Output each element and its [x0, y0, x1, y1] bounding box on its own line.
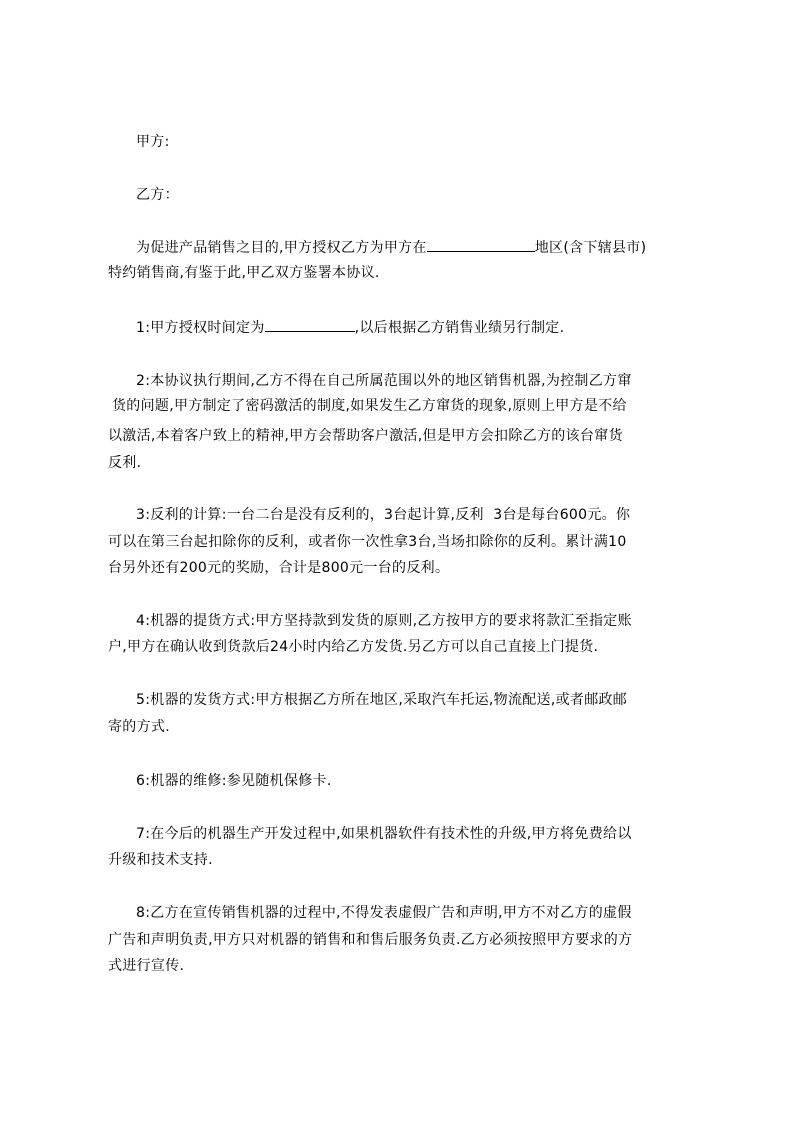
clause-3-line-1: 3:反利的计算:一台二台是没有反利的，3台起计算,反利 3台是每台600元。你: [136, 507, 631, 523]
clause-5-line-1: 5:机器的发货方式:甲方根据乙方所在地区,采取汽车托运,物流配送,或者邮政邮: [136, 692, 628, 708]
intro-text-a: 为促进产品销售之目的,甲方授权乙方为甲方在: [136, 240, 427, 256]
clause-2-line-3: 以激活,本着客户致上的精神,甲方会帮助客户激活,但是甲方会扣除乙方的该台窜货: [108, 428, 623, 444]
clause-1-text-b: ,以后根据乙方销售业绩另行制定.: [354, 320, 565, 336]
party-b-label: 乙方：: [136, 187, 179, 203]
clause-3-line-2: 可以在第三台起扣除你的反利，或者你一次性拿3台,当场扣除你的反利。累计满10: [108, 534, 627, 550]
clause-2-line-4: 反利.: [108, 455, 142, 471]
clause-2-line-2: 货的问题,甲方制定了密码激活的制度,如果发生乙方窜货的现象,原则上甲方是不给: [112, 398, 627, 414]
party-a-label: 甲方:: [136, 134, 170, 150]
clause-8-line-1: 8:乙方在宣传销售机器的过程中,不得发表虚假广告和声明,甲方不对乙方的虚假: [136, 905, 632, 921]
clause-4-line-2: 户,甲方在确认收到货款后24小时内给乙方发货.另乙方可以自己直接上门提货.: [108, 639, 599, 655]
clause-5-line-2: 寄的方式.: [108, 719, 170, 735]
term-blank: [265, 317, 355, 332]
intro-text-b: 地区(含下辖县市): [534, 240, 647, 256]
intro-line-1: [136, 237, 646, 258]
intro-line-2: 特约销售商,有鉴于此,甲乙双方鉴署本协议.: [108, 265, 380, 281]
clause-3-line-3: 台另外还有200元的奖励，合计是800元一台的反利。: [108, 560, 450, 576]
region-blank: [427, 237, 535, 252]
clause-7-line-1: 7:在今后的机器生产开发过程中,如果机器软件有技术性的升级,甲方将免费给以: [136, 826, 632, 842]
clause-4-line-1: 4:机器的提货方式:甲方坚持款到发货的原则,乙方按甲方的要求将款汇至指定账: [136, 613, 632, 629]
clause-2-line-1: 2:本协议执行期间,乙方不得在自己所属范围以外的地区销售机器,为控制乙方窜: [136, 373, 632, 389]
clause-7-line-2: 升级和技术支持.: [108, 852, 213, 868]
clause-6-line-1: 6:机器的维修:参见随机保修卡.: [136, 773, 332, 789]
clause-8-line-3: 式进行宣传.: [108, 958, 185, 974]
clause-1: [136, 317, 564, 338]
clause-8-line-2: 广告和声明负责,甲方只对机器的销售和和售后服务负责.乙方必须按照甲方要求的方: [108, 932, 633, 948]
clause-1-text-a: 1:甲方授权时间定为: [136, 320, 265, 336]
